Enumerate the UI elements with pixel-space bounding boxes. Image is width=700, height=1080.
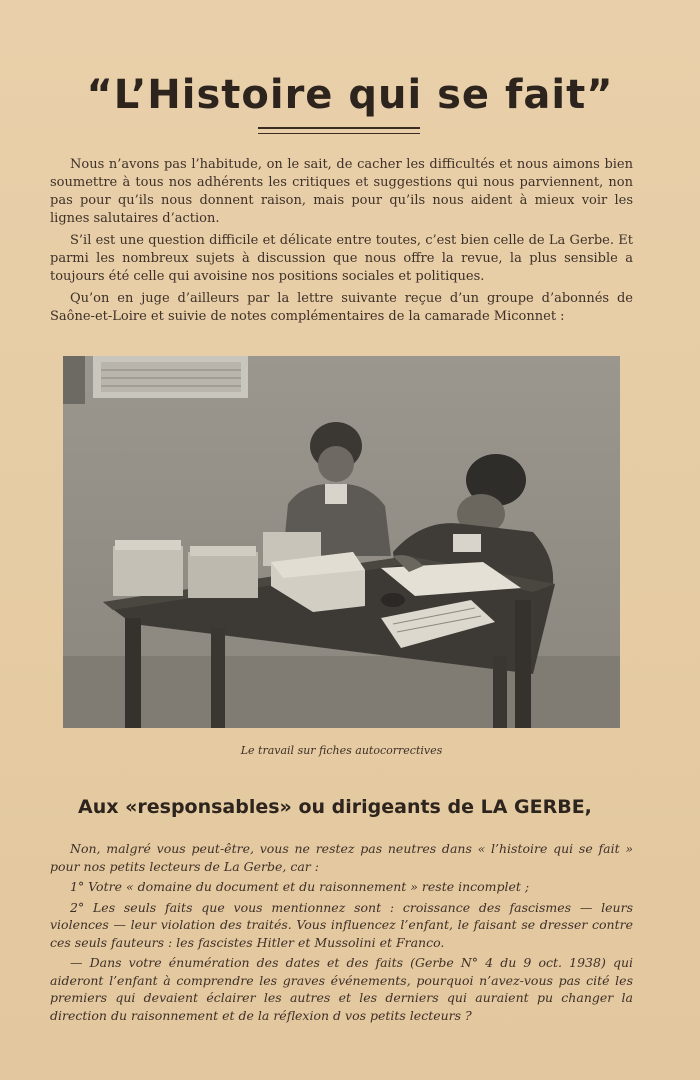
letter-text [50, 840, 633, 1027]
photo-caption: Le travail sur fiches autocorrectives [240, 744, 443, 757]
intro-paragraph: Nous n’avons pas l’habitude, on le sait, de cacher les difficultés et nous aimons bien soumettre à tous nos adhérents les critiques et suggestions qui nous parviennent, non pas pour qu’ils nous donnent raison, mais pour qu’ils nous aident à mieux voir les lignes salutaires d’action. [50, 157, 633, 226]
letter-paragraph: — Dans votre énumération des dates et des faits (Gerbe N° 4 du 9 oct. 1938) qui aideront l’enfant à comprendre les graves événements, pourquoi n’avez-vous pas cité les premiers qui devaient éclairer les autres et les derniers qui auraient pu changer la direction du raisonnement et de la réflexion d vos petits lecteurs ? [50, 955, 633, 1023]
page-title: “L’Histoire qui se fait” [86, 72, 614, 118]
intro-paragraph: S’il est une question difficile et délicate entre toutes, c’est bien celle de La Gerbe. Et parmi les nombreux sujets à discussion que nous offre la revue, la plus sensible a toujours été celle qui avoisine nos positions sociales et politiques. [50, 233, 633, 284]
photo-illustration [63, 356, 620, 728]
photograph-children-at-table [63, 356, 620, 728]
intro-text [50, 156, 633, 330]
intro-paragraph: Qu’on en juge d’ailleurs par la lettre suivante reçue d’un groupe d’abonnés de Saône-et-Loire et suivie de notes complémentaires de la camarade Miconnet : [50, 291, 633, 324]
letter-paragraph: Non, malgré vous peut-être, vous ne restez pas neutres dans « l’histoire qui se fait » pour nos petits lecteurs de La Gerbe, car : [50, 841, 633, 874]
section-title: Aux «responsables» ou dirigeants de LA GERBE, [78, 796, 592, 818]
title-underline [258, 127, 420, 134]
letter-paragraph: 2° Les seuls faits que vous mentionnez sont : croissance des fascismes — leurs violences — leur violation des traités. Vous influencez l’enfant, le faisant se dresser contre ces seuls fauteurs : les fascistes Hitler et Mussolini et Franco. [50, 899, 633, 950]
letter-paragraph: 1° Votre « domaine du document et du raisonnement » reste incomplet ; [70, 879, 530, 894]
